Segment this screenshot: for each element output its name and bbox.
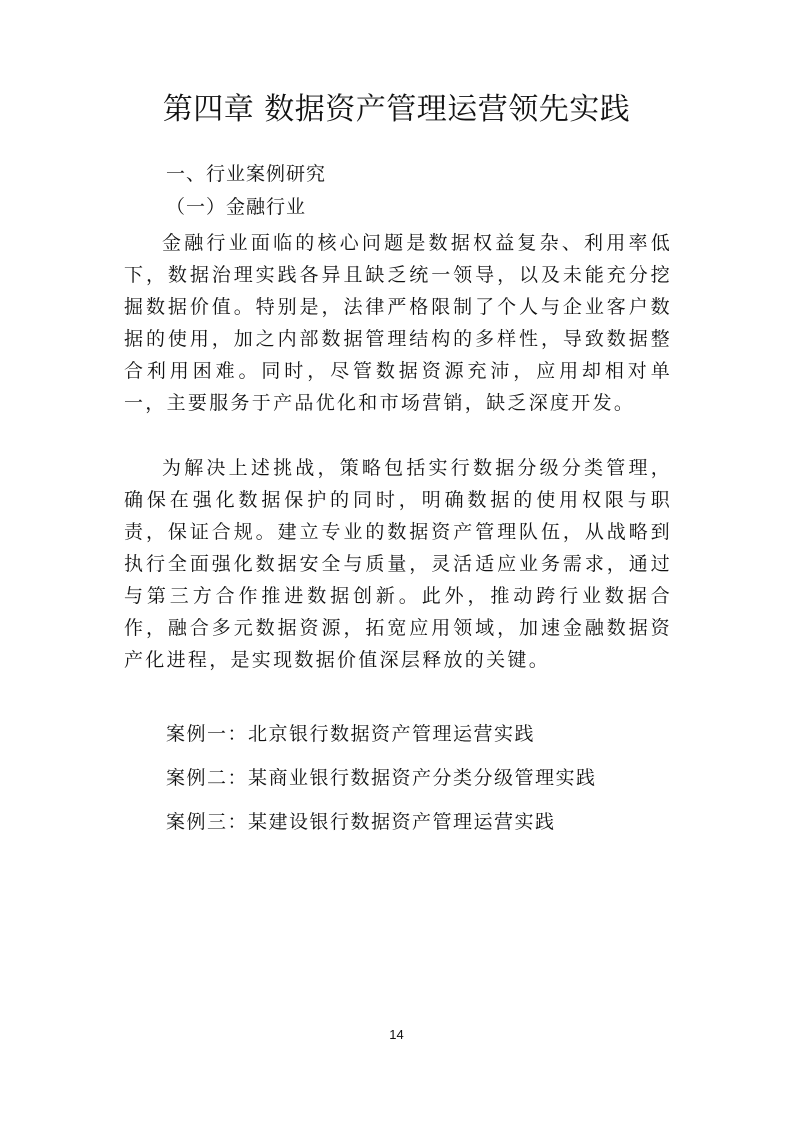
case-item-1: 案例一：北京银行数据资产管理运营实践 [166, 723, 536, 745]
page-number: 14 [389, 1027, 404, 1042]
chapter-title: 第四章 数据资产管理运营领先实践 [162, 92, 631, 127]
body-paragraph-1: 金融行业面临的核心问题是数据权益复杂、利用率低下，数据治理实践各异且缺乏统一领导，以及未能充分挖掘数据价值。特别是，法律严格限制了个人与企业客户数据的使用，加之内部数据管理结构的多样性，导致数据整合利用困难。同时，尽管数据资源充沛，应用却相对单一，主要服务于产品优化和市场营销，缺乏深度开发。 [124, 232, 672, 414]
subsection-heading: （一）金融行业 [166, 196, 307, 218]
case-list [166, 712, 597, 844]
section-heading: 一、行业案例研究 [166, 163, 327, 185]
case-item-3: 案例三：某建设银行数据资产管理运营实践 [166, 811, 556, 833]
body-paragraph-2: 为解决上述挑战，策略包括实行数据分级分类管理，确保在强化数据保护的同时，明确数据的使用权限与职责，保证合规。建立专业的数据资产管理队伍，从战略到执行全面强化数据安全与质量，灵活适应业务需求，通过与第三方合作推进数据创新。此外，推动跨行业数据合作，融合多元数据资源，拓宽应用领域，加速金融数据资产化进程，是实现数据价值深层释放的关键。 [124, 457, 672, 671]
case-item-2: 案例二：某商业银行数据资产分类分级管理实践 [166, 767, 597, 789]
